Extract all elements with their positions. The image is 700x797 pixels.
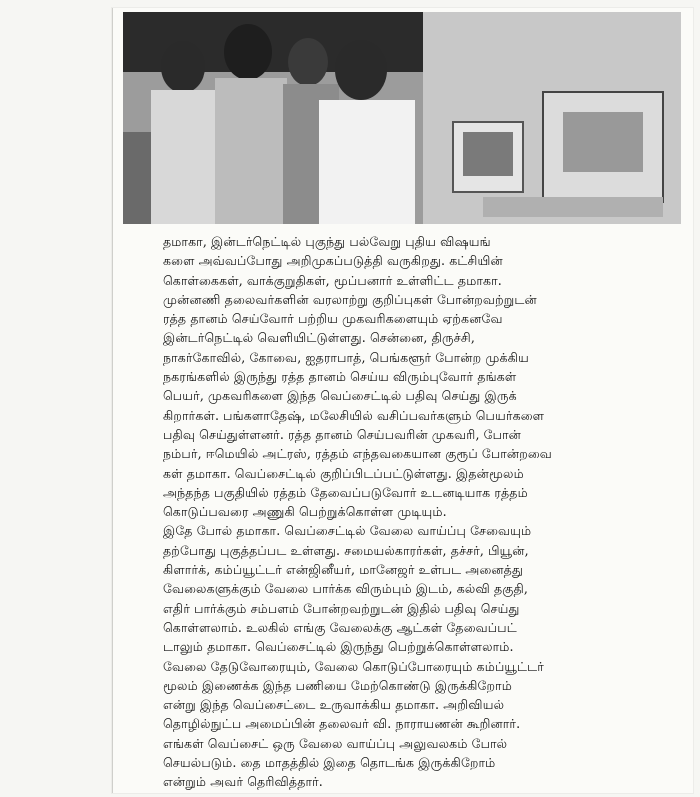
text-line: நம்பர், ஈமெயில் அட்ரஸ், ரத்தம் எந்தவகையான குரூப் போன்றவை (163, 446, 552, 462)
text-line: தமாகா, இன்டர்நெட்டில் புகுந்து பல்வேறு புதிய விஷயங் (163, 234, 491, 249)
text-line: இதே போல் தமாகா. வெப்சைட்டில் வேலை வாய்ப்பு சேவையும் (163, 523, 532, 539)
newspaper-clipping (112, 8, 693, 793)
article-paragraph (133, 657, 681, 792)
text-line: என்றும் அவர் தெரிவித்தார். (163, 774, 323, 790)
text-line: கொள்கைகள், வாக்குறுதிகள், மூப்பனார் உள்ளிட்ட தமாகா. (163, 272, 502, 288)
text-line: செயல்படும். தை மாதத்தில் இதை தொடங்க இருக்கிறோம் (163, 755, 496, 771)
text-line: மூலம் இணைக்க இந்த பணியை மேற்கொண்டு இருக்கிறோம் (163, 677, 512, 693)
text-line: நகரங்களில் இருந்து ரத்த தானம் செய்ய விரும்புவோர் தங்கள் (163, 369, 517, 385)
article-paragraph (133, 232, 681, 521)
photo-image-icon (123, 12, 681, 224)
text-line: எதிர் பார்க்கும் சம்பளம் போன்றவற்றுடன் இதில் பதிவு செய்து (163, 600, 520, 616)
text-line: வேலைகளுக்கும் வேலை பார்க்க விரும்பும் இடம், கல்வி தகுதி, (163, 581, 529, 597)
text-line: கிளார்க், கம்ப்யூட்டர் என்ஜினீயர், மானேஜர் உள்பட அனைத்து (163, 562, 524, 578)
text-line: இன்டர்நெட்டில் வெளியிட்டுள்ளது. சென்னை, திருச்சி, (163, 330, 475, 346)
text-line: தற்போது புகுத்தப்பட உள்ளது. சமையல்காரர்கள், தச்சர், பியூன், (163, 542, 529, 558)
text-line: முன்னணி தலைவர்களின் வரலாற்று குறிப்புகள் போன்றவற்றுடன் (163, 291, 537, 307)
news-photo (123, 12, 681, 224)
article-paragraph (133, 521, 681, 656)
text-line: கொடுப்பவரை அணுகி பெற்றுக்கொள்ள முடியும். (163, 504, 447, 520)
article-body (133, 232, 681, 792)
text-line: ரத்த தானம் செய்வோர் பற்றிய முகவரிகளையும் ஏற்கனவே (163, 311, 503, 327)
text-line: தொழில்நுட்ப அமைப்பின் தலைவர் வி. நாராயணன் கூறினார். (163, 716, 521, 732)
text-line: கிறார்கள். பங்களாதேஷ், மலேசியில் வசிப்பவர்களும் பெயர்களை (163, 407, 545, 423)
text-line: களை அவ்வப்போது அறிமுகப்படுத்தி வருகிறது. கட்சியின் (163, 253, 503, 269)
text-line: கொள்ளலாம். உலகில் எங்கு வேலைக்கு ஆட்கள் தேவைப்பட் (163, 619, 517, 635)
text-line: வேலை தேடுவோரையும், வேலை கொடுப்போரையும் கம்ப்யூட்டர் (163, 658, 544, 674)
text-line: நாகர்கோவில், கோவை, ஐதராபாத், பெங்களூர் போன்ற முக்கிய (163, 349, 529, 365)
text-line: பதிவு செய்துள்ளனர். ரத்த தானம் செய்பவரின் முகவரி, போன் (163, 426, 521, 442)
text-line: டாலும் தமாகா. வெப்சைட்டில் இருந்து பெற்றுக்கொள்ளலாம். (163, 639, 514, 655)
text-line: கள் தமாகா. வெப்சைட்டில் குறிப்பிடப்பட்டுள்ளது. இதன்மூலம் (163, 465, 524, 481)
text-line: பெயர், முகவரிகளை இந்த வெப்சைட்டில் பதிவு செய்து இருக் (163, 388, 517, 404)
text-line: எங்கள் வெப்சைட் ஒரு வேலை வாய்ப்பு அலுவலகம் போல் (163, 735, 508, 751)
text-line: அந்தந்த பகுதியில் ரத்தம் தேவைப்படுவோர் உடனடியாக ரத்தம் (163, 484, 528, 500)
text-line: என்று இந்த வெப்சைட்டை உருவாக்கிய தமாகா. அறிவியல் (163, 697, 505, 713)
